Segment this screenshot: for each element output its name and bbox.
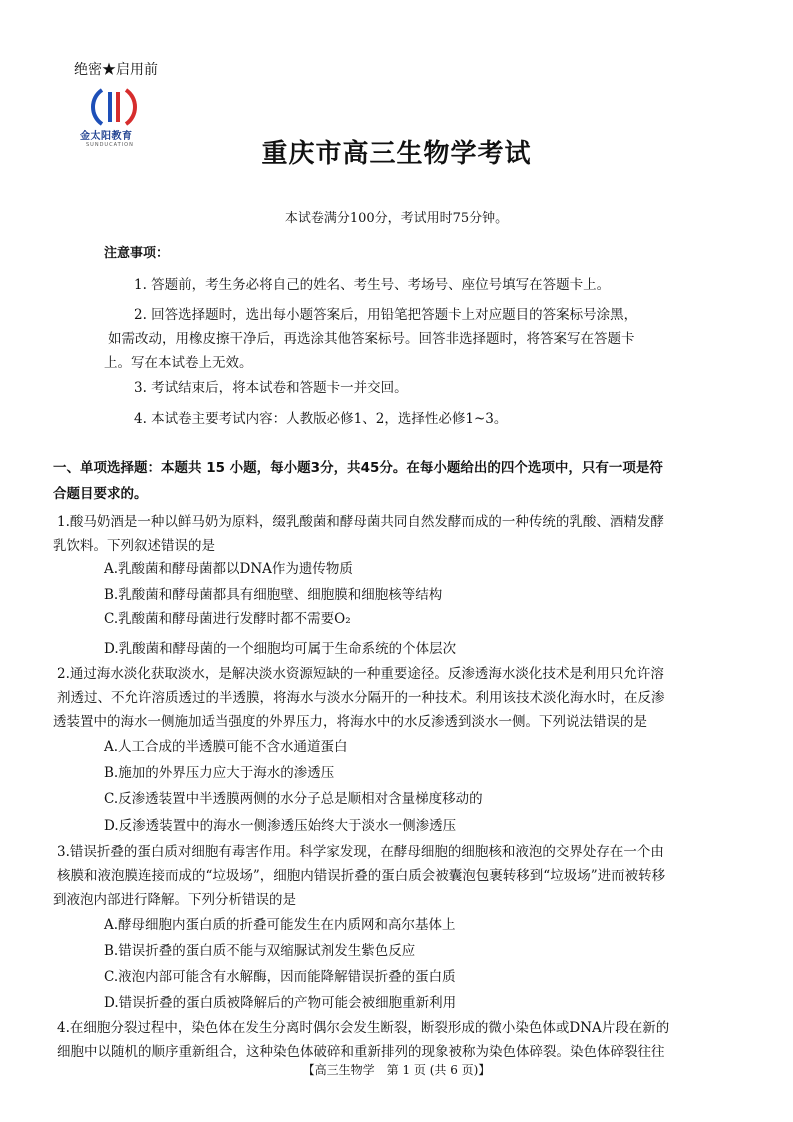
notice-line: 上。写在本试卷上无效。 bbox=[104, 355, 253, 371]
question-1-option-c: C.乳酸菌和酵母菌进行发酵时都不需要O₂ bbox=[104, 611, 351, 627]
section-heading-cont: 合题目要求的。 bbox=[53, 486, 148, 502]
question-1-stem: 乳饮料。下列叙述错误的是 bbox=[53, 538, 215, 554]
logo-text: 金太阳教育 bbox=[80, 131, 133, 142]
notice-line: 1. 答题前，考生务必将自己的姓名、考生号、考场号、座位号填写在答题卡上。 bbox=[134, 277, 611, 293]
question-2-stem: 剂透过、不允许溶质透过的半透膜，将海水与淡水分隔开的一种技术。利用该技术淡化海水时，在反渗 bbox=[57, 690, 665, 706]
notice-line: 4. 本试卷主要考试内容：人教版必修1、2，选择性必修1~3。 bbox=[134, 411, 508, 427]
exam-title: 重庆市高三生物学考试 bbox=[261, 139, 532, 169]
question-3-stem: 3.错误折叠的蛋白质对细胞有毒害作用。科学家发现，在酵母细胞的细胞核和液泡的交界处存在一个由 bbox=[57, 844, 664, 860]
question-3-option-c: C.液泡内部可能含有水解酶，因而能降解错误折叠的蛋白质 bbox=[104, 969, 456, 985]
question-1-stem: 1.酸马奶酒是一种以鲜马奶为原料，缀乳酸菌和酵母菌共同自然发酵而成的一种传统的乳酸、酒精发酵 bbox=[57, 514, 664, 530]
question-3-option-b: B.错误折叠的蛋白质不能与双缩脲试剂发生紫色反应 bbox=[104, 943, 416, 959]
notice-heading: 注意事项： bbox=[104, 246, 170, 261]
notice-line: 3. 考试结束后，将本试卷和答题卡一并交回。 bbox=[134, 380, 408, 396]
question-2-option-c: C.反渗透装置中半透膜两侧的水分子总是顺相对含量梯度移动的 bbox=[104, 791, 483, 807]
section-heading: 一、单项选择题：本题共 15 小题，每小题3分，共45分。在每小题给出的四个选项中，只有一项是符 bbox=[53, 460, 663, 476]
question-4-stem: 细胞中以随机的顺序重新组合，这种染色体破碎和重新排列的现象被称为染色体碎裂。染色体碎裂往往 bbox=[57, 1044, 665, 1060]
notice-line: 如需改动，用橡皮擦干净后，再选涂其他答案标号。回答非选择题时，将答案写在答题卡 bbox=[108, 331, 635, 347]
question-2-stem: 透装置中的海水一侧施加适当强度的外界压力，将海水中的水反渗透到淡水一侧。下列说法错误的是 bbox=[53, 714, 647, 730]
question-3-stem: 到液泡内部进行降解。下列分析错误的是 bbox=[53, 892, 296, 908]
secret-mark: 绝密★启用前 bbox=[74, 62, 158, 78]
page-footer: 【高三生物学 第 1 页 (共 6 页)】 bbox=[302, 1063, 491, 1077]
question-2-option-a: A.人工合成的半透膜可能不含水通道蛋白 bbox=[104, 739, 348, 755]
question-1-option-d: D.乳酸菌和酵母菌的一个细胞均可属于生命系统的个体层次 bbox=[104, 641, 457, 657]
question-2-stem: 2.通过海水淡化获取淡水，是解决淡水资源短缺的一种重要途径。反渗透海水淡化技术是利用只允许溶 bbox=[57, 666, 664, 682]
question-2-option-d: D.反渗透装置中的海水一侧渗透压始终大于淡水一侧渗透压 bbox=[104, 818, 457, 834]
logo-subtext: SUNDUCATION bbox=[86, 142, 134, 148]
exam-subtitle: 本试卷满分100分，考试用时75分钟。 bbox=[284, 211, 509, 226]
question-3-option-d: D.错误折叠的蛋白质被降解后的产物可能会被细胞重新利用 bbox=[104, 995, 457, 1011]
question-2-option-b: B.施加的外界压力应大于海水的渗透压 bbox=[104, 765, 335, 781]
question-3-option-a: A.酵母细胞内蛋白质的折叠可能发生在内质网和高尔基体上 bbox=[104, 917, 456, 933]
question-1-option-b: B.乳酸菌和酵母菌都具有细胞壁、细胞膜和细胞核等结构 bbox=[104, 587, 443, 603]
question-1-option-a: A.乳酸菌和酵母菌都以DNA作为遗传物质 bbox=[104, 561, 353, 577]
question-3-stem: 核膜和液泡膜连接而成的“垃圾场”，细胞内错误折叠的蛋白质会被囊泡包裹转移到“垃圾场”进而被转移 bbox=[57, 868, 666, 884]
question-4-stem: 4.在细胞分裂过程中，染色体在发生分离时偶尔会发生断裂，断裂形成的微小染色体或DNA片段在新的 bbox=[57, 1020, 670, 1036]
notice-line: 2. 回答选择题时，选出每小题答案后，用铅笔把答题卡上对应题目的答案标号涂黑， bbox=[134, 307, 638, 323]
